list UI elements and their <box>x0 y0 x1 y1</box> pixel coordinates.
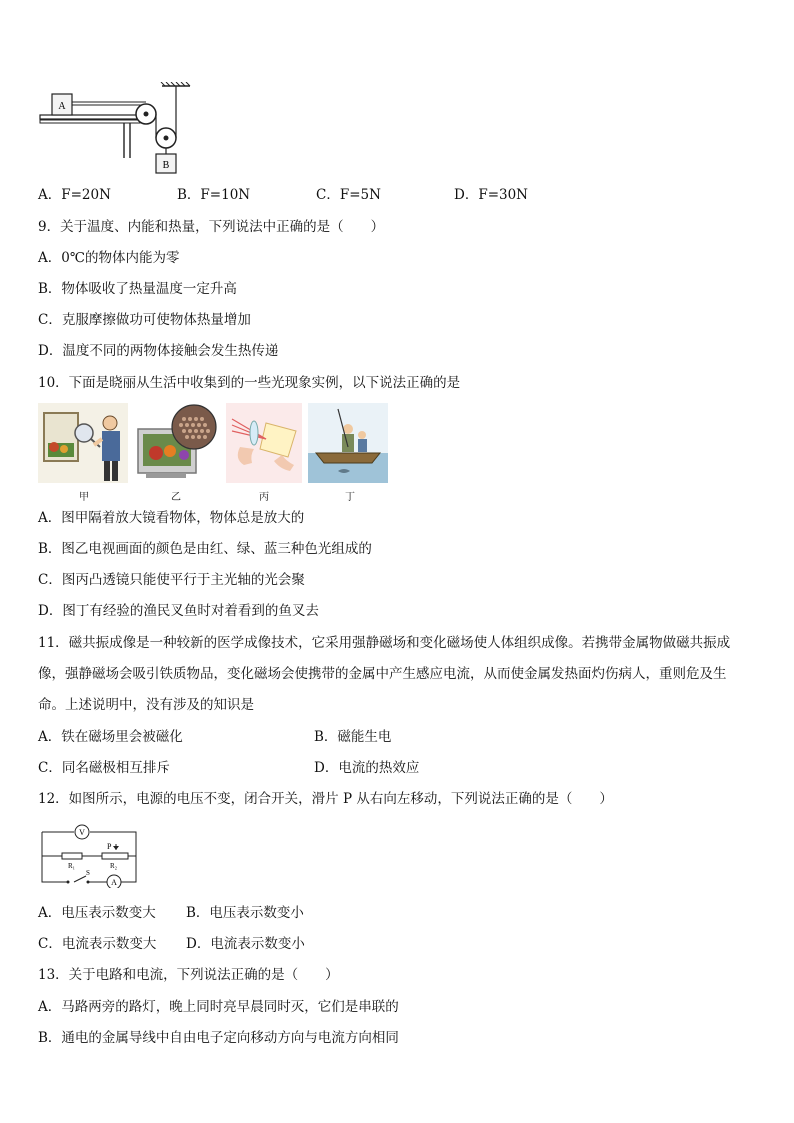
image-yi <box>134 403 218 483</box>
q12-stem: 12．如图所示，电源的电压不变，闭合开关，滑片 P 从右向左移动，下列说法正确的是（ ） <box>38 791 613 807</box>
q10-option-d[interactable]: D．图丁有经验的渔民叉鱼时对着看到的鱼叉去 <box>38 603 319 619</box>
slider-label: P <box>107 842 112 851</box>
q9-option-d[interactable]: D．温度不同的两物体接触会发生热传递 <box>38 343 279 359</box>
switch-label: S <box>86 869 90 877</box>
image-jia <box>38 403 128 483</box>
caption-yi: 乙 <box>171 492 181 503</box>
voltmeter-label: V <box>79 828 85 837</box>
q8-option-b[interactable]: B．F=10N <box>177 187 251 203</box>
q10-option-b[interactable]: B．图乙电视画面的颜色是由红、绿、蓝三种色光组成的 <box>38 541 372 557</box>
q12-option-d[interactable]: D．电流表示数变小 <box>186 936 305 952</box>
pulley-figure <box>38 82 198 177</box>
q8-option-c[interactable]: C．F=5N <box>316 187 381 203</box>
caption-bing: 丙 <box>259 492 269 503</box>
caption-jia: 甲 <box>79 492 89 503</box>
q13-option-a[interactable]: A．马路两旁的路灯，晚上同时亮早晨同时灭，它们是串联的 <box>38 999 399 1015</box>
r2-label: R₂ <box>110 862 118 870</box>
q10-option-a[interactable]: A．图甲隔着放大镜看物体，物体总是放大的 <box>38 510 305 526</box>
q10-stem: 10．下面是晓丽从生活中收集到的一些光现象实例，以下说法正确的是 <box>38 375 461 391</box>
image-ding <box>308 403 388 483</box>
r1-label: R₁ <box>68 862 76 870</box>
q11-option-c[interactable]: C．同名磁极相互排斥 <box>38 760 170 776</box>
q12-option-b[interactable]: B．电压表示数变小 <box>186 905 304 921</box>
q11-stem-line-3: 命。上述说明中，没有涉及的知识是 <box>38 697 254 713</box>
q11-stem-line-1: 11．磁共振成像是一种较新的医学成像技术，它采用强静磁场和变化磁场使人体组织成像。若携带金属物做磁共振成 <box>38 635 731 651</box>
circuit-diagram <box>38 822 142 888</box>
q13-stem: 13．关于电路和电流，下列说法正确的是（ ） <box>38 967 339 983</box>
block-a-label: A <box>58 101 66 112</box>
q10-option-c[interactable]: C．图丙凸透镜只能使平行于主光轴的光会聚 <box>38 572 305 588</box>
q8-option-a[interactable]: A．F=20N <box>38 187 111 203</box>
q11-option-b[interactable]: B．磁能生电 <box>314 729 392 745</box>
q12-option-a[interactable]: A．电压表示数变大 <box>38 905 156 921</box>
q9-option-b[interactable]: B．物体吸收了热量温度一定升高 <box>38 281 237 297</box>
block-b-label: B <box>162 160 170 171</box>
q9-stem: 9．关于温度、内能和热量，下列说法中正确的是（ ） <box>38 219 385 235</box>
q11-option-a[interactable]: A．铁在磁场里会被磁化 <box>38 729 183 745</box>
q12-option-c[interactable]: C．电流表示数变大 <box>38 936 157 952</box>
image-bing <box>226 403 302 483</box>
caption-ding: 丁 <box>345 492 355 503</box>
q9-option-a[interactable]: A．0℃的物体内能为零 <box>38 250 180 266</box>
ammeter-label: A <box>111 878 117 887</box>
q8-option-d[interactable]: D．F=30N <box>454 187 528 203</box>
q13-option-b[interactable]: B．通电的金属导线中自由电子定向移动方向与电流方向相同 <box>38 1030 399 1046</box>
q11-stem-line-2: 像，强静磁场会吸引铁质物品，变化磁场会使携带的金属中产生感应电流，从而使金属发热面灼伤病人，重则危及生 <box>38 666 727 682</box>
q11-option-d[interactable]: D．电流的热效应 <box>314 760 420 776</box>
q9-option-c[interactable]: C．克服摩擦做功可使物体热量增加 <box>38 312 251 328</box>
